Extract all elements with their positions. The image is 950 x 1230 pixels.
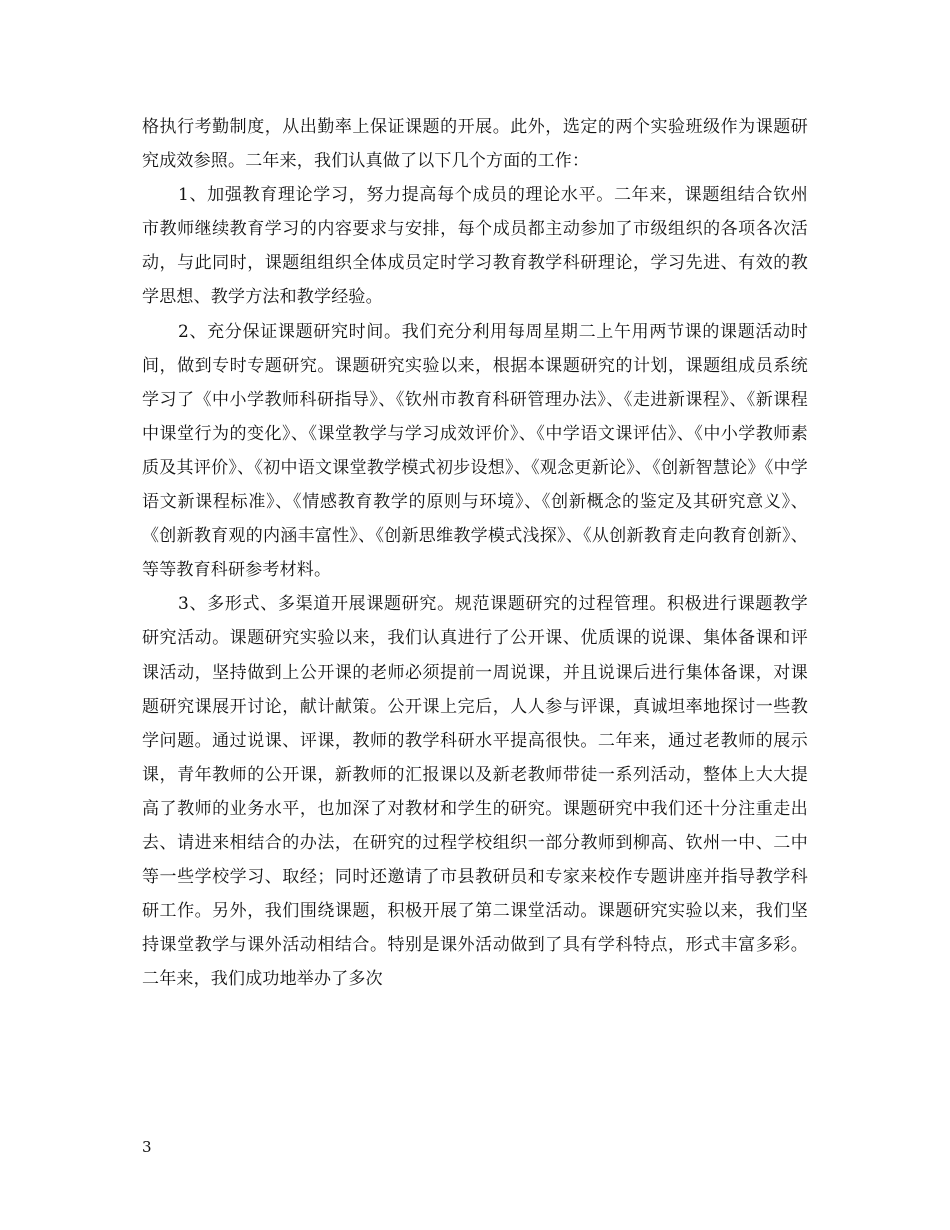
page-number: 3 — [142, 1138, 152, 1156]
paragraph-item-3: 3、多形式、多渠道开展课题研究。规范课题研究的过程管理。积极进行课题教学研究活动。课题研究实验以来，我们认真进行了公开课、优质课的说课、集体备课和评课活动，坚持做到上公开课的老师必须提前一周说课，并且说课后进行集体备课，对课题研究课展开讨论，献计献策。公开课上完后，人人参与评课，真诚坦率地探讨一些教学问题。通过说课、评课，教师的教学科研水平提高很快。二年来，通过老教师的展示课，青年教师的公开课，新教师的汇报课以及新老教师带徒一系列活动，整体上大大提高了教师的业务水平，也加深了对教材和学生的研究。课题研究中我们还十分注重走出去、请进来相结合的办法，在研究的过程学校组织一部分教师到柳高、钦州一中、二中等一些学校学习、取经；同时还邀请了市县教研员和专家来校作专题讲座并指导教学科研工作。另外，我们围绕课题，积极开展了第二课堂活动。课题研究实验以来，我们坚持课堂教学与课外活动相结合。特别是课外活动做到了具有学科特点，形式丰富多彩。二年来，我们成功地举办了多次 — [142, 594, 808, 990]
paragraph-item-2: 2、充分保证课题研究时间。我们充分利用每周星期二上午用两节课的课题活动时间，做到专时专题研究。课题研究实验以来，根据本课题研究的计划，课题组成员系统学习了《中小学教师科研指导》、《钦州市教育科研管理办法》、《走进新课程》、《新课程中课堂行为的变化》、《课堂教学与学习成效评价》、《中学语文课评估》、《中小学教师素质及其评价》、《初中语文课堂教学模式初步设想》、《观念更新论》、《创新智慧论》《中学语文新课程标准》、《情感教育教学的原则与环境》、《创新概念的鉴定及其研究意义》、《创新教育观的内涵丰富性》、《创新思维教学模式浅探》、《从创新教育走向教育创新》、等等教育科研参考材料。 — [142, 321, 808, 581]
body-text — [142, 110, 808, 996]
paragraph-intro: 格执行考勤制度，从出勤率上保证课题的开展。此外，选定的两个实验班级作为课题研究成效参照。二年来，我们认真做了以下几个方面的工作： — [142, 117, 808, 172]
paragraph-item-1: 1、加强教育理论学习，努力提高每个成员的理论水平。二年来，课题组结合钦州市教师继续教育学习的内容要求与安排，每个成员都主动参加了市级组织的各项各次活动，与此同时，课题组组织全体成员定时学习教育教学科研理论，学习先进、有效的教学思想、教学方法和教学经验。 — [142, 185, 808, 308]
